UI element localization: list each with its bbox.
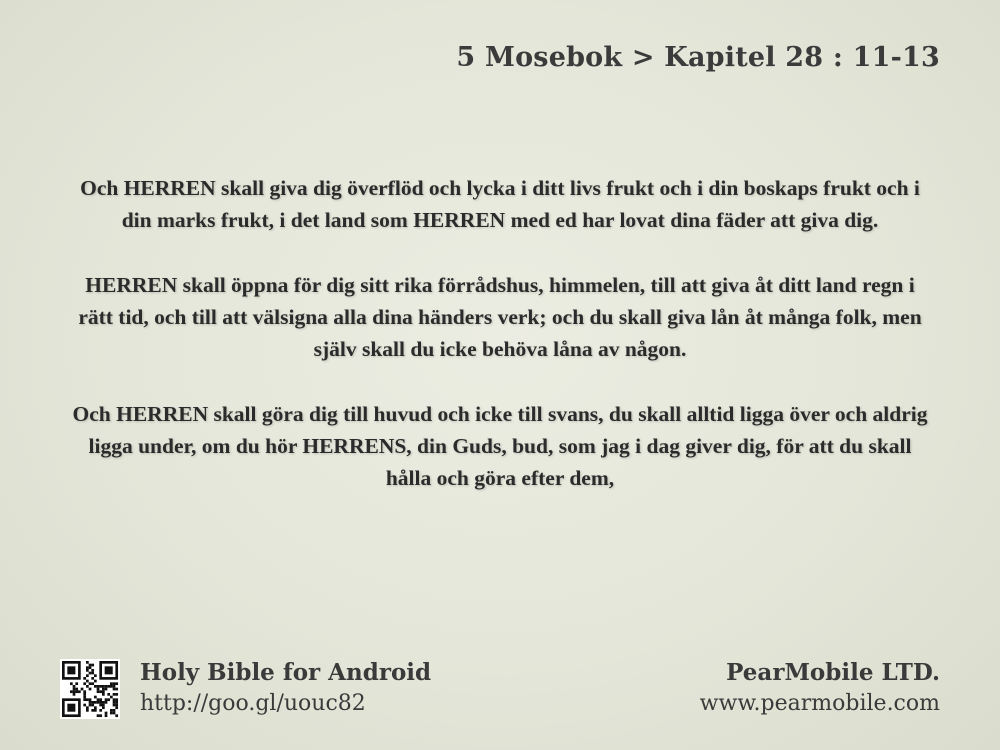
verse-13: Och HERREN skall göra dig till huvud och icke till svans, du skall alltid ligga över och aldrig ligga under, om du hör HERRENS, din Guds, bud, som jag i dag giver dig, för att du skall hålla och göra efter dem,: [72, 402, 928, 490]
verse-list: [70, 172, 930, 527]
app-link[interactable]: http://goo.gl/uouc82: [140, 691, 366, 716]
company-url[interactable]: www.pearmobile.com: [699, 691, 940, 716]
verse-12: HERREN skall öppna för dig sitt rika förrådshus, himmelen, till att giva åt ditt land regn i rätt tid, och till att välsigna alla dina händers verk; och du skall giva lån åt många folk, men själv skall du icke behöva låna av någon.: [78, 273, 922, 361]
chapter-reference: 5 Mosebok > Kapitel 28 : 11-13: [456, 42, 940, 73]
company-name: PearMobile LTD.: [726, 659, 940, 686]
qr-code-icon: [60, 659, 120, 719]
verse-11: Och HERREN skall giva dig överflöd och lycka i ditt livs frukt och i din boskaps frukt och i din marks frukt, i det land som HERREN med ed har lovat dina fäder att giva dig.: [80, 176, 920, 232]
app-name: Holy Bible for Android: [140, 659, 432, 686]
